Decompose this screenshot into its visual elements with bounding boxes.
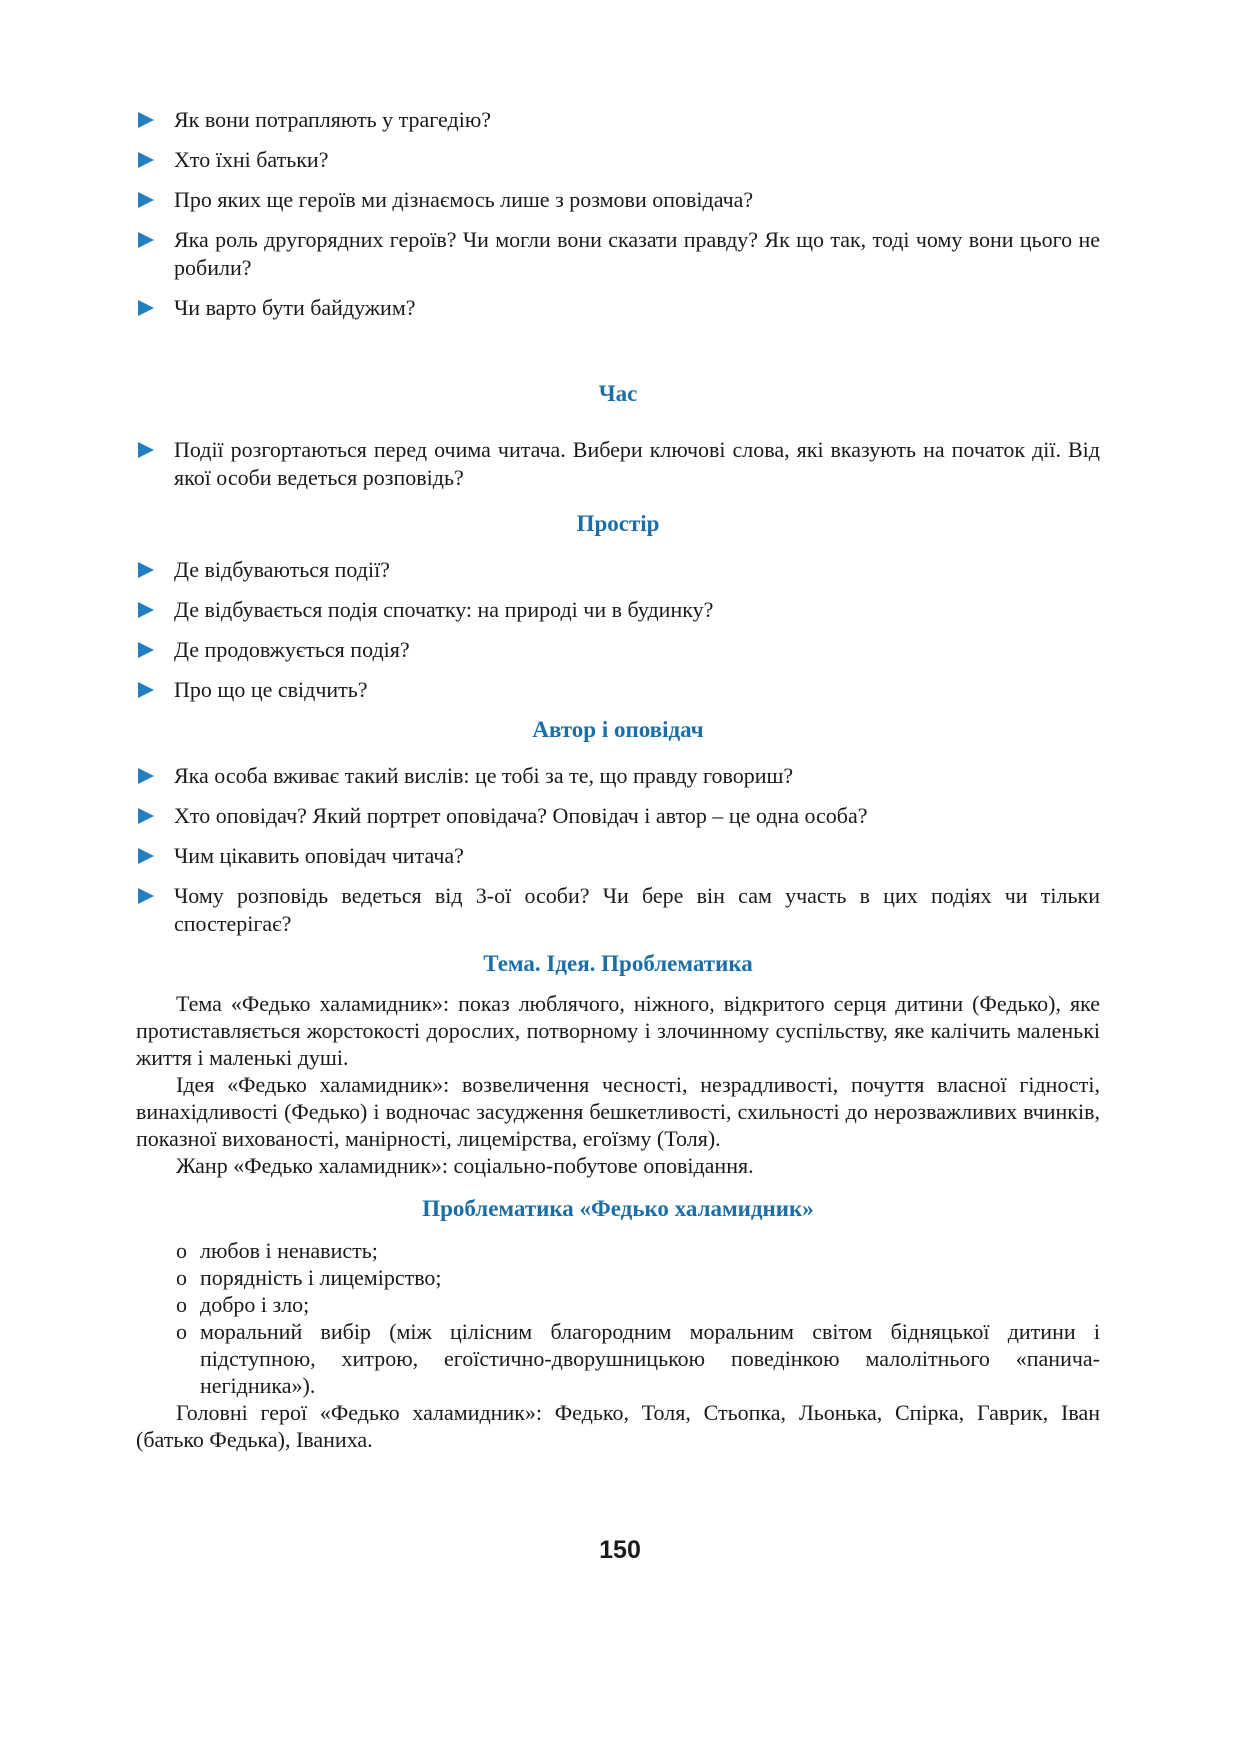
list-item-text: Події розгортаються перед очима читача. Вибери ключові слова, які вказують на початок дії. Від якої особи ведеться розповідь?	[174, 437, 1100, 490]
bullet-arrow-icon	[138, 888, 154, 904]
bullet-arrow-icon	[138, 300, 154, 316]
bullet-arrow-icon	[138, 112, 154, 128]
space-list	[136, 556, 1100, 704]
list-item-text: Яка роль другорядних героїв? Чи могли вони сказати правду? Як що так, тоді чому вони цього не робили?	[174, 227, 1100, 280]
list-item	[136, 1237, 1100, 1264]
heroes-paragraph: Головні герої «Федько халамидник»: Федько, Толя, Стьопка, Льонька, Спірка, Гаврик, Іван (батько Федька), Іваниха.	[136, 1400, 1100, 1452]
genre-paragraph: Жанр «Федько халамидник»: соціально-побутове оповідання.	[176, 1153, 754, 1178]
bullet-arrow-icon	[138, 442, 154, 458]
section-heading-space: Простір	[576, 511, 660, 536]
bullet-arrow-icon	[138, 232, 154, 248]
list-item-text: Як вони потрапляють у трагедію?	[174, 107, 492, 132]
list-item	[136, 556, 1100, 584]
bullet-arrow-icon	[138, 192, 154, 208]
list-item-text: любов і ненависть;	[200, 1238, 378, 1263]
section-heading-time: Час	[598, 381, 638, 406]
list-item	[136, 106, 1100, 134]
list-item	[136, 1291, 1100, 1318]
list-item	[136, 146, 1100, 174]
problems-list	[136, 1237, 1100, 1399]
list-item-text: порядність і лицемірство;	[200, 1265, 442, 1290]
section-heading-author: Автор і оповідач	[532, 717, 704, 742]
list-item-text: Де відбуваються події?	[174, 557, 390, 582]
list-item	[136, 842, 1100, 870]
list-item-text: добро і зло;	[200, 1292, 310, 1317]
circle-bullet-icon: o	[176, 1292, 187, 1317]
bullet-arrow-icon	[138, 768, 154, 784]
list-item	[136, 596, 1100, 624]
questions-top-list	[136, 106, 1100, 322]
list-item-text: Чи варто бути байдужим?	[174, 295, 416, 320]
list-item-text: Про що це свідчить?	[174, 677, 368, 702]
list-item	[136, 226, 1100, 282]
list-item-text: Чим цікавить оповідач читача?	[174, 843, 464, 868]
list-item-text: Де відбувається подія спочатку: на природі чи в будинку?	[174, 597, 714, 622]
bullet-arrow-icon	[138, 152, 154, 168]
list-item	[136, 636, 1100, 664]
bullet-arrow-icon	[138, 562, 154, 578]
list-item	[136, 1318, 1100, 1399]
list-item	[136, 186, 1100, 214]
page-content	[136, 106, 1100, 1453]
list-item-text: моральний вибір (між цілісним благородним моральним світом бідняцької дитини і підступною, хитрою, егоїстично-дворушницькою поведінкою малолітнього «панича-негідника»).	[200, 1319, 1100, 1398]
list-item-text: Чому розповідь ведеться від 3-ої особи? Чи бере він сам участь в цих подіях чи тільки спостерігає?	[174, 883, 1100, 936]
page-number: 150	[599, 1536, 641, 1564]
idea-paragraph: Ідея «Федько халамидник»: возвеличення чесності, незрадливості, почуття власної гідності, винахідливості (Федько) і водночас засудження бешкетливості, схильності до нерозважливих вчинків, показної вихованості, манірності, лицемірства, егоїзму (Толя).	[136, 1072, 1100, 1151]
list-item-text: Яка особа вживає такий вислів: це тобі за те, що правду говориш?	[174, 763, 794, 788]
theme-paragraph: Тема «Федько халамидник»: показ люблячого, ніжного, відкритого серця дитини (Федько), яке протиставляється жорстокості дорослих, потворному і злочинному суспільству, яке калічить маленькі життя і маленькі душі.	[136, 991, 1100, 1070]
list-item-text: Де продовжується подія?	[174, 637, 410, 662]
bullet-arrow-icon	[138, 642, 154, 658]
list-item	[136, 676, 1100, 704]
list-item	[136, 294, 1100, 322]
list-item	[136, 762, 1100, 790]
circle-bullet-icon: o	[176, 1265, 187, 1290]
circle-bullet-icon: o	[176, 1238, 187, 1263]
section-heading-theme: Тема. Ідея. Проблематика	[483, 951, 753, 976]
bullet-arrow-icon	[138, 808, 154, 824]
time-list	[136, 436, 1100, 492]
author-list	[136, 762, 1100, 938]
list-item-text: Хто оповідач? Який портрет оповідача? Оповідач і автор – це одна особа?	[174, 803, 868, 828]
list-item-text: Про яких ще героїв ми дізнаємось лише з розмови оповідача?	[174, 187, 754, 212]
list-item-text: Хто їхні батьки?	[174, 147, 329, 172]
bullet-arrow-icon	[138, 682, 154, 698]
bullet-arrow-icon	[138, 848, 154, 864]
section-heading-problems: Проблематика «Федько халамидник»	[422, 1196, 814, 1221]
circle-bullet-icon: o	[176, 1319, 187, 1344]
list-item	[136, 882, 1100, 938]
list-item	[136, 436, 1100, 492]
bullet-arrow-icon	[138, 602, 154, 618]
list-item	[136, 1264, 1100, 1291]
list-item	[136, 802, 1100, 830]
